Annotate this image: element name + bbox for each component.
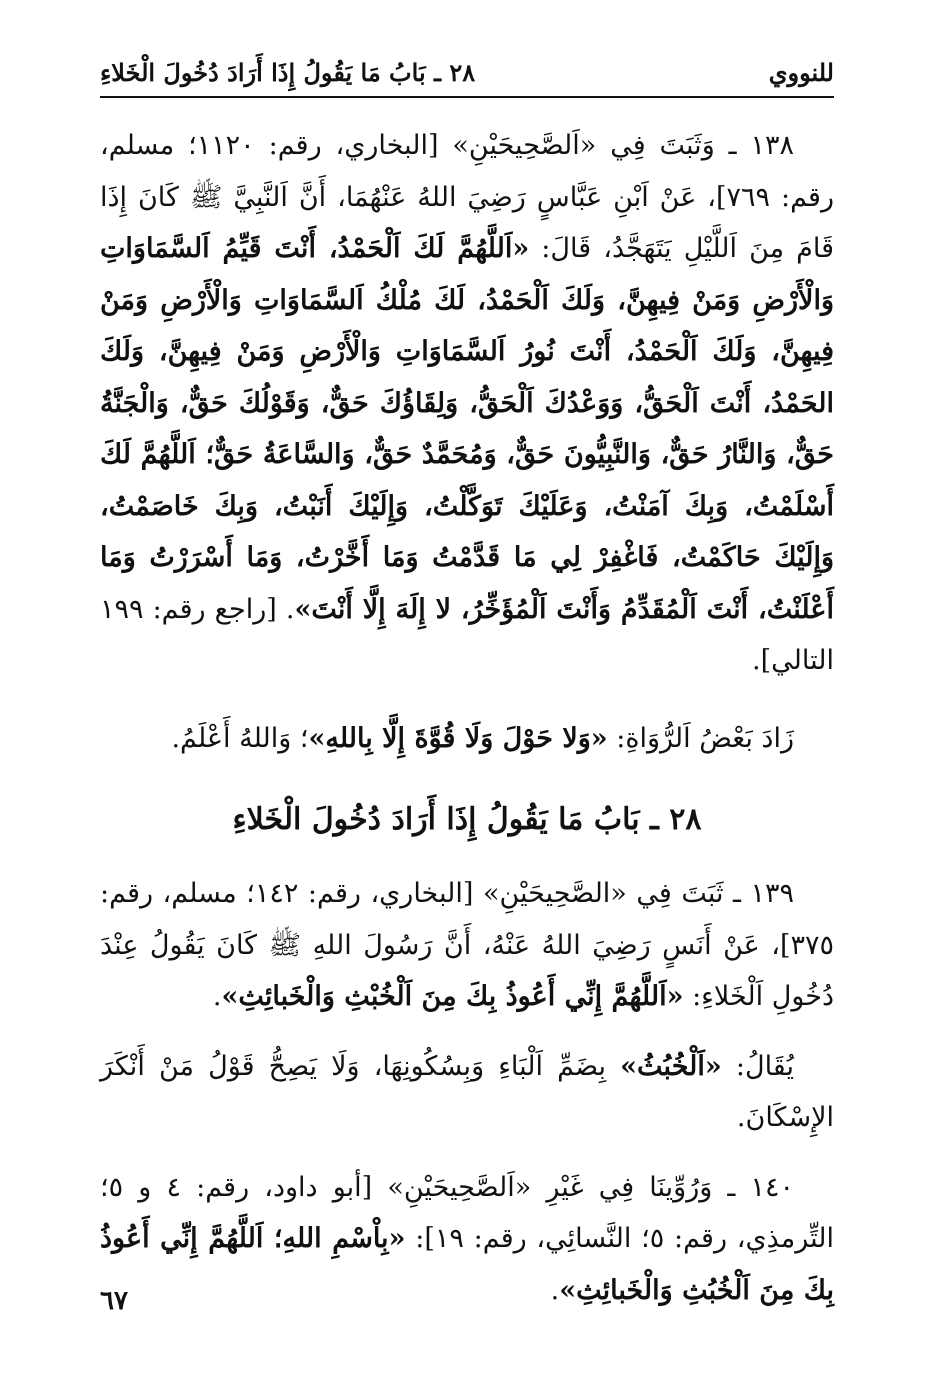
note-intro: يُقَالُ: [721,1050,794,1082]
addition-closing: ؛ وَاللهُ أَعْلَمُ. [171,722,309,754]
note-text: بِضَمِّ اَلْبَاءِ وَبِسُكُونِهَا، وَلَا يَصِحُّ قَوْلُ مَنْ أَنْكَرَ الإِسْكَانَ. [100,1050,834,1133]
book-name: للنووي [768,58,834,87]
addition-quote: «وَلا حَوْلَ وَلَا قُوَّةَ إِلَّا بِاللهِ» [308,722,608,754]
page-header [100,52,834,98]
hadith-140-intro: ١٤٠ ـ وَرُوِّينَا فِي غَيْرِ «اَلصَّحِيحَيْنِ» [أبو داود، رقم: ٤ و ٥؛ التِّرمذِي، رقم: ٥؛ النَّسائِي، رقم: ١٩]: [100,1171,835,1254]
linguistic-note [100,1041,834,1144]
hadith-138 [100,120,834,687]
hadith-139-closing: . [212,981,222,1012]
hadith-138-dua: «اَللَّهُمَّ لَكَ اَلْحَمْدُ، أَنْتَ قَيِّمُ اَلسَّمَاوَاتِ وَالْأَرْضِ وَمَنْ فِيهِنَّ، وَلَكَ اَلْحَمْدُ، لَكَ مُلْكُ اَلسَّمَاوَاتِ وَالْأَرْضِ وَمَنْ فِيهِنَّ، وَلَكَ اَلْحَمْدُ، أَنْتَ نُورُ اَلسَّمَاوَاتِ وَالْأَرْضِ وَمَنْ فِيهِنَّ، وَلَكَ الحَمْدُ، أَنْتَ اَلْحَقُّ، وَوَعْدُكَ اَلْحَقُّ، وَلِقَاؤُكَ حَقٌّ، وَقَوْلُكَ حَقٌّ، وَالْجَنَّةُ حَقٌّ، وَالنَّارُ حَقٌّ، وَالنَّبِيُّونَ حَقٌّ، وَمُحَمَّدٌ حَقٌّ، وَالسَّاعَةُ حَقٌّ؛ اَللَّهُمَّ لَكَ أَسْلَمْتُ، وَبِكَ آمَنْتُ، وَعَلَيْكَ تَوَكَّلْتُ، وَإِلَيْكَ أَنَبْتُ، وَبِكَ خَاصَمْتُ، وَإِلَيْكَ حَاكَمْتُ، فَاغْفِرْ لِي مَا قَدَّمْتُ وَمَا أَخَّرْتُ، وَمَا أَسْرَرْتُ وَمَا أَعْلَنْتُ، أَنْتَ اَلْمُقَدِّمُ وَأَنْتَ اَلْمُؤَخِّرُ، لا إِلَهَ إِلَّا أَنْتَ» [100,233,834,625]
addition-intro: زَادَ بَعْضُ اَلرُّوَاةِ: [607,722,794,754]
hadith-140-closing: . [550,1274,560,1306]
hadith-139-dua: «اَللَّهُمَّ إِنِّي أَعُوذُ بِكَ مِنَ اَلْخُبْثِ وَالْخَبائِثِ» [221,981,684,1012]
hadith-138-reference: . [راجع رقم: ١٩٩ التالي]. [100,593,834,676]
hadith-139-intro: ١٣٩ ـ ثَبَتَ فِي «الصَّحِيحَيْنِ» [البخاري، رقم: ١٤٢؛ مسلم، رقم: ٣٧٥]، عَنْ أَنَسٍ رَضِيَ اللهُ عَنْهُ، أَنَّ رَسُولَ اللهِ ﷺ كَانَ يَقُولُ عِنْدَ دُخُولِ اَلْخَلاءِ: [100,878,834,1012]
chapter-title: ٢٨ ـ بَابُ مَا يَقُولُ إِذَا أَرَادَ دُخُولَ الْخَلاءِ [232,802,702,837]
running-title: ٢٨ ـ بَابُ مَا يَقُولُ إِذَا أَرَادَ دُخُولَ الْخَلاءِ [100,58,476,87]
hadith-140 [100,1162,834,1317]
hadith-139 [100,868,834,1023]
note-word: «اَلْخُبُثُ» [620,1050,722,1082]
body-text [100,120,834,1316]
hadith-138-intro: ١٣٨ ـ وَثَبَتَ فِي «اَلصَّحِيحَيْنِ» [البخاري، رقم: ١١٢٠؛ مسلم، رقم: ٧٦٩]، عَنْ اَبْنِ عَبَّاسٍ رَضِيَ اللهُ عَنْهُمَا، أَنَّ اَلنَّبِيَّ ﷺ كَانَ إِذَا قَامَ مِنَ اَللَّيْلِ يَتَهَجَّدُ، قَالَ: [100,130,835,264]
page-number: ٦٧ [100,1286,128,1316]
narrator-addition [100,713,834,765]
hadith-140-dua: «بِاْسْمِ اللهِ؛ اَللَّهُمَّ إِنِّي أَعُوذُ بِكَ مِنَ اَلْخُبُثِ وَالْخَبائِثِ» [100,1223,834,1306]
